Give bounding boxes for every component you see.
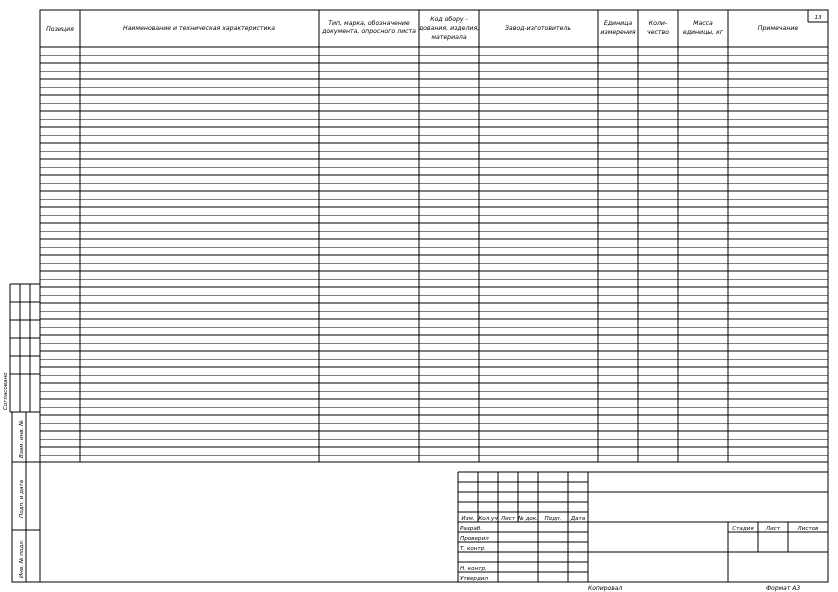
col-code-header-line2: дования, изделия, xyxy=(418,25,480,32)
side-signature-date-label: Подп. и дата xyxy=(19,479,25,518)
col-qty-header-line2: чество xyxy=(647,29,669,36)
footer-format: Формат А3 xyxy=(766,585,801,592)
tb-t-control: Т. контр. xyxy=(460,546,487,552)
side-stamp xyxy=(10,284,40,582)
tb-signature: Подп. xyxy=(544,516,562,522)
footer-copied: Копировал xyxy=(588,585,623,592)
col-note-header: Примечание xyxy=(757,25,799,32)
col-position-header: Позиция xyxy=(46,26,74,33)
tb-sheet: Лист xyxy=(765,526,781,532)
tb-developed: Разраб. xyxy=(460,526,482,532)
col-manufacturer-header: Завод-изготовитель xyxy=(504,25,572,32)
tb-sheets: Листов xyxy=(797,526,819,532)
tb-n-control: Н. контр. xyxy=(460,566,487,572)
tb-list: Лист xyxy=(500,516,516,522)
col-name-header: Наименование и техническая характеристика xyxy=(122,25,276,32)
col-qty-header-line1: Коли- xyxy=(648,20,668,27)
side-replaced-label: Взам. инв. № xyxy=(19,420,25,458)
sheet-number: 13 xyxy=(814,15,822,21)
col-unit-header-line2: измерения xyxy=(600,29,636,36)
tb-doc-no: № док. xyxy=(517,516,539,522)
tb-stage: Стадия xyxy=(732,526,754,532)
tb-izm: Изм. xyxy=(461,516,475,522)
tb-checked: Проверил xyxy=(460,536,489,542)
col-mass-header-line1: Масса xyxy=(693,20,713,27)
col-type-header-line1: Тип, марка, обозначение xyxy=(328,20,410,27)
col-code-header-line1: Код обору - xyxy=(430,16,468,23)
sheet-frame xyxy=(40,10,828,582)
table-rows xyxy=(40,55,828,455)
tb-date: Дата xyxy=(570,516,586,522)
col-code-header-line3: материала xyxy=(431,34,467,41)
col-type-header-line2: документа, опросного листа xyxy=(322,28,416,35)
tb-approved: Утвердил xyxy=(460,576,489,582)
col-mass-header-line2: единицы, кг xyxy=(682,29,724,36)
table-column-lines xyxy=(80,10,728,462)
side-inventory-label: Инв. № подл. xyxy=(19,539,25,578)
col-unit-header-line1: Единица xyxy=(603,20,633,27)
side-agreed-label: Согласовано xyxy=(3,372,9,410)
tb-kol-uch: Кол.уч xyxy=(478,516,498,522)
